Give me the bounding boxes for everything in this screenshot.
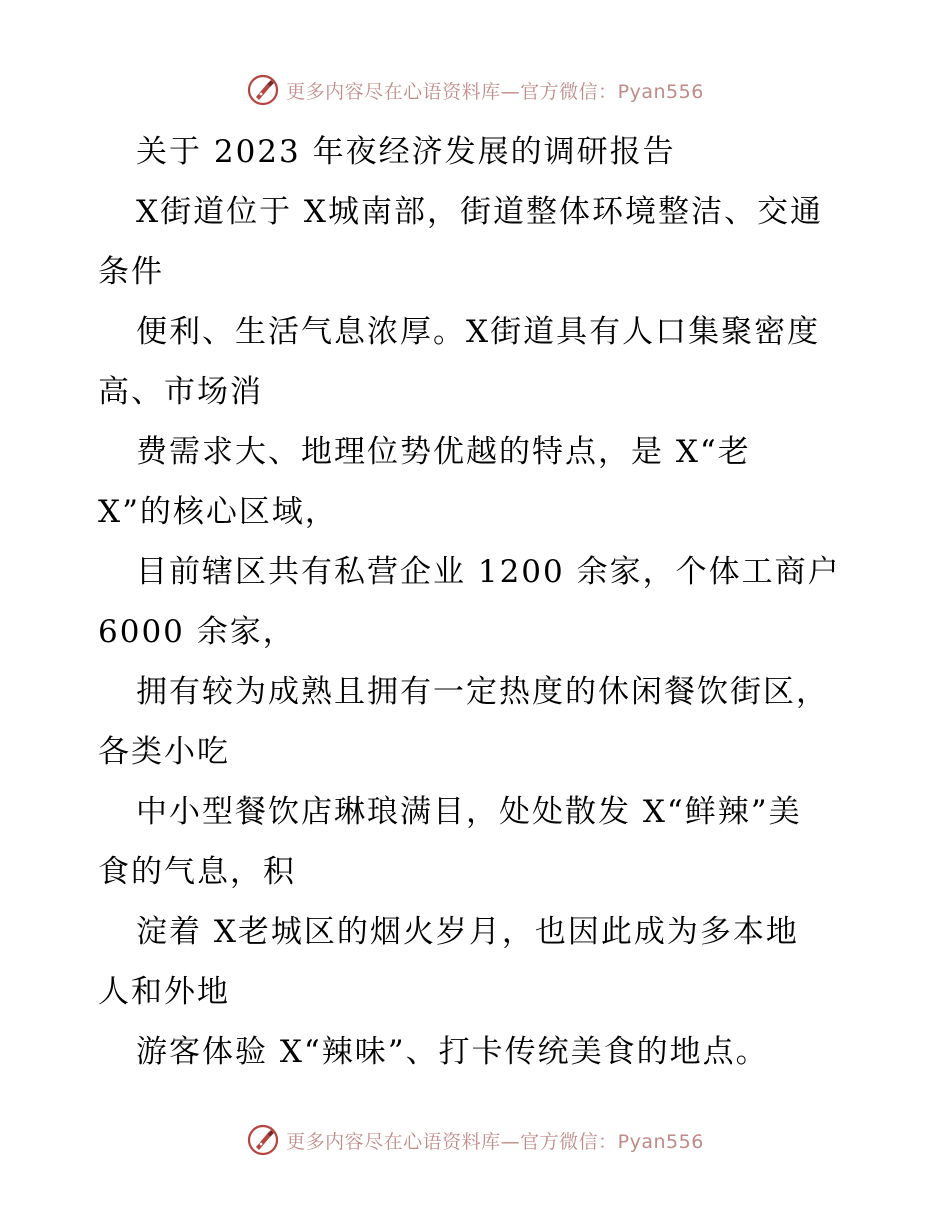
text-line: 游客体验 X“辣味”、打卡传统美食的地点。 — [136, 1034, 769, 1070]
text-line: 人和外地 — [98, 974, 230, 1010]
text-line: X”的核心区域， — [98, 494, 338, 530]
text-line: 各类小吃 — [98, 734, 230, 770]
text-line: X街道位于 X城南部，街道整体环境整洁、交通 — [136, 194, 823, 230]
pen-nib-logo-icon — [246, 1123, 280, 1157]
text-line: 淀着 X老城区的烟火岁月，也因此成为多本地 — [136, 914, 799, 950]
text-line: 6000 余家， — [98, 614, 296, 650]
header-banner — [0, 70, 950, 110]
text-line: 费需求大、地理位势优越的特点，是 X“老 — [136, 434, 751, 470]
pen-nib-logo-icon — [246, 73, 280, 107]
text-line: 便利、生活气息浓厚。X街道具有人口集聚密度 — [136, 314, 821, 350]
text-line: 拥有较为成熟且拥有一定热度的休闲餐饮街区， — [136, 674, 829, 710]
document-body — [98, 122, 858, 1082]
text-line: 关于 2023 年夜经济发展的调研报告 — [136, 134, 676, 170]
text-line: 条件 — [98, 254, 164, 290]
banner-text: 更多内容尽在心语资料库—官方微信：Pyan556 — [286, 1130, 704, 1153]
text-line: 目前辖区共有私营企业 1200 余家，个体工商户 — [136, 554, 841, 590]
footer-banner — [0, 1120, 950, 1160]
banner-text: 更多内容尽在心语资料库—官方微信：Pyan556 — [286, 80, 704, 103]
text-line: 食的气息，积 — [98, 854, 296, 890]
text-line: 高、市场消 — [98, 374, 263, 410]
text-line: 中小型餐饮店琳琅满目，处处散发 X“鲜辣”美 — [136, 794, 802, 830]
